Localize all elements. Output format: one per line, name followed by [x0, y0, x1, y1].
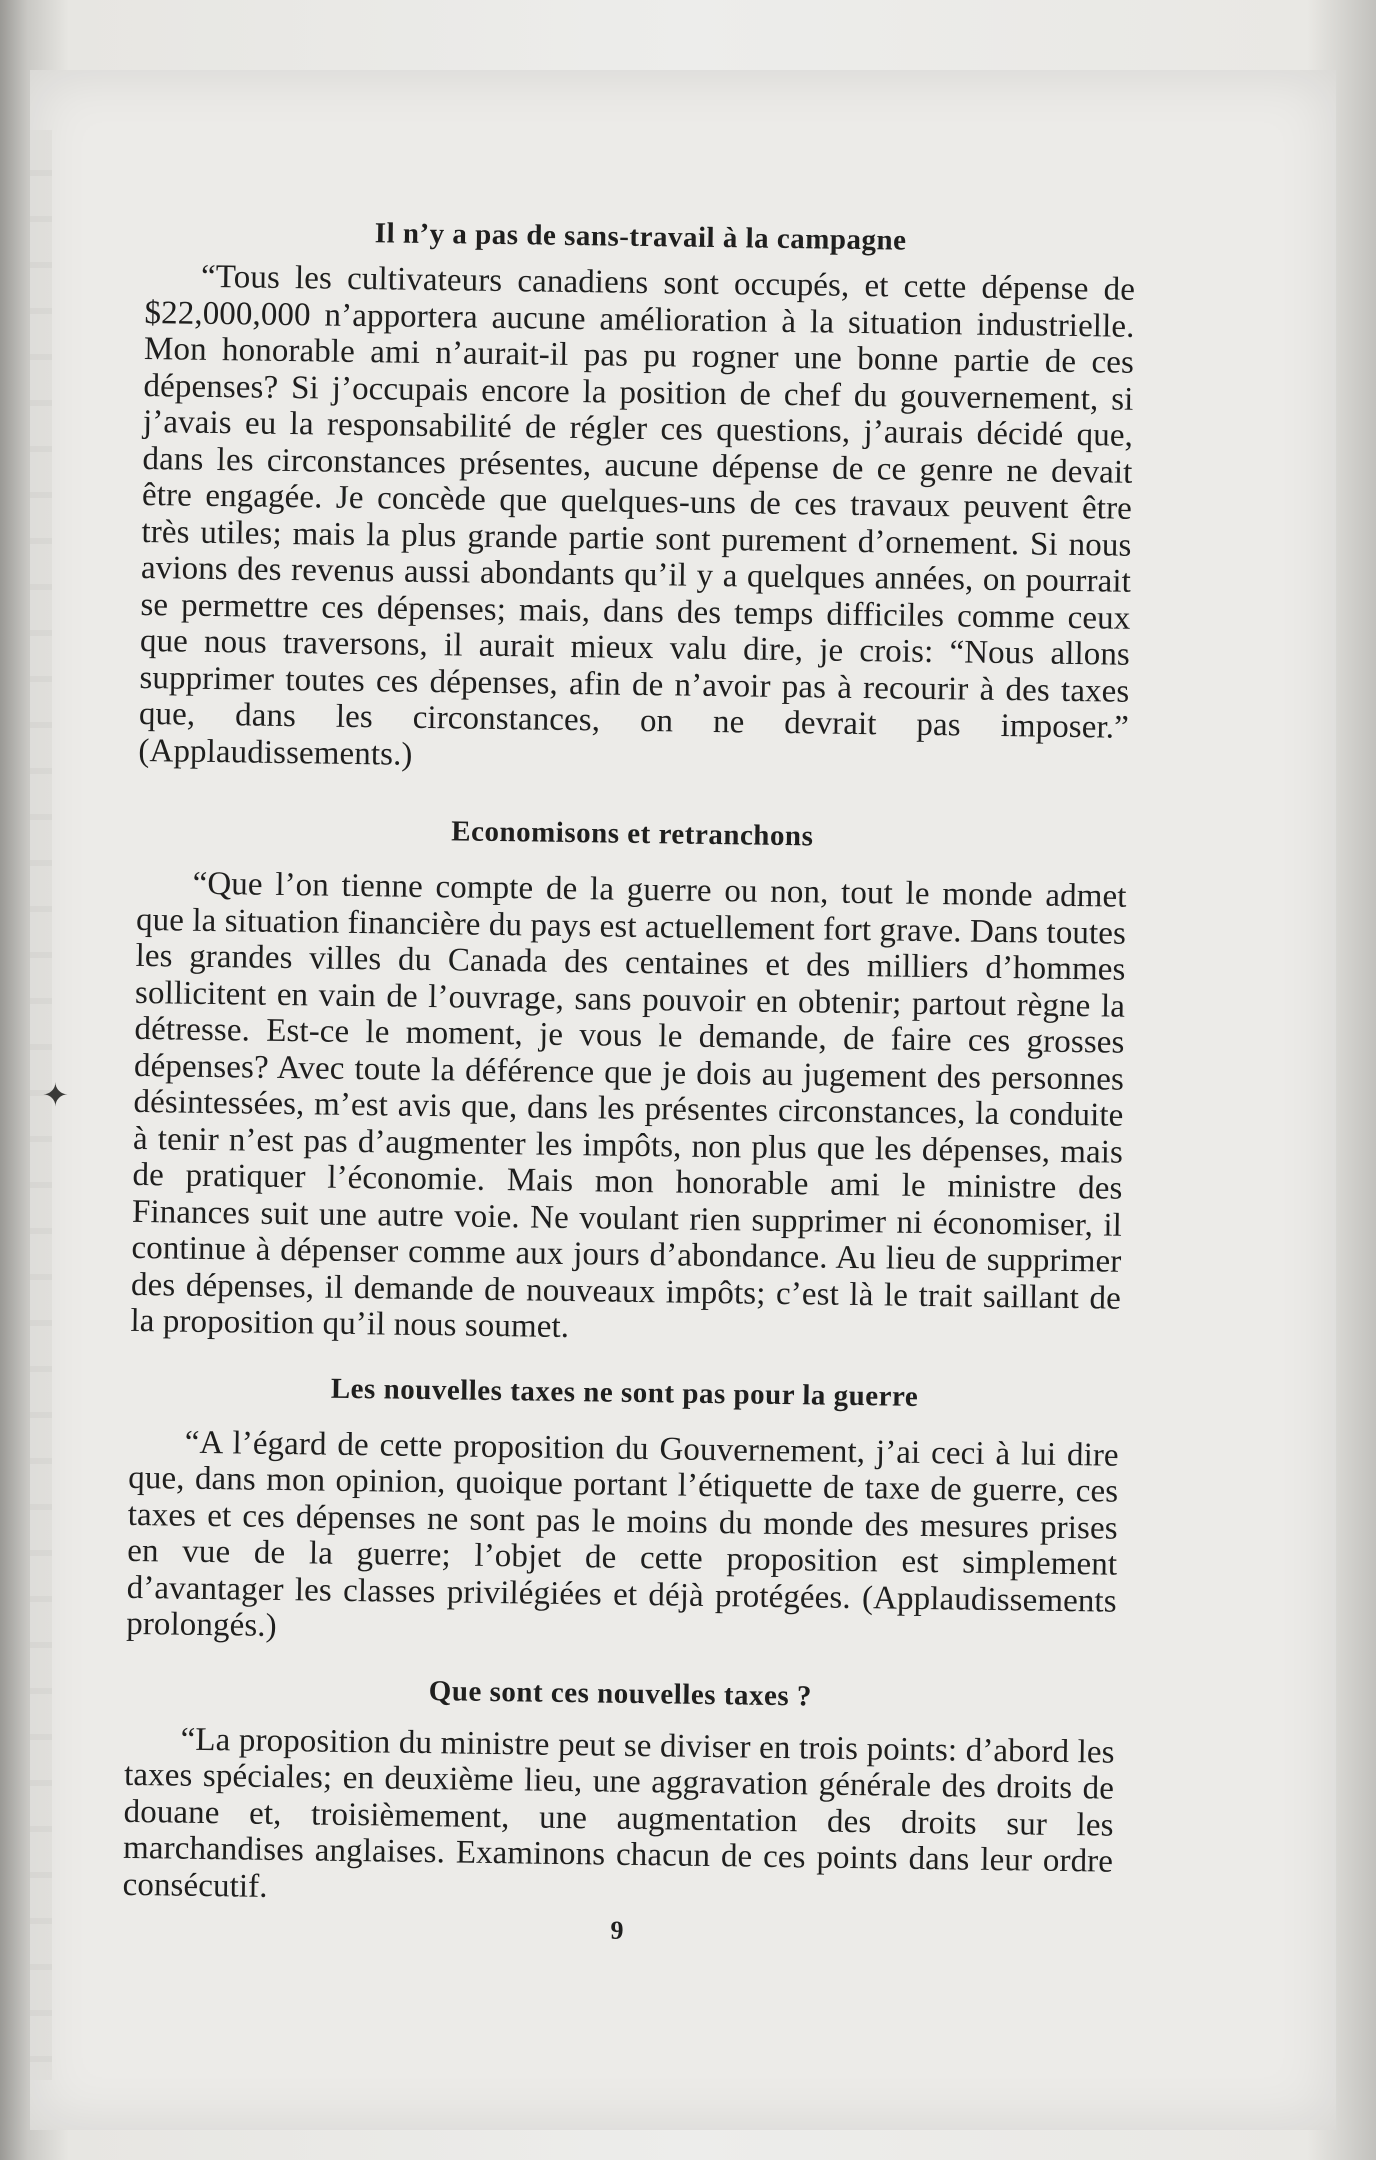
section-body-sans-travail: “Tous les cultivateurs canadiens sont occupés, et cette dépense de $22,000,000 n’apportera aucune amélioration à la situation industrielle. Mon honorable ami n’aurait-il pas pu rogner une bonne partie de ces dépenses? Si j’occupais encore la position de chef du gouvernement, si j’avais eu la responsabilité de régler ces questions, j’aurais décidé que, dans les circonstances présentes, aucune dépense de ce genre ne devait être engagée. Je concède que quelques-uns de ces travaux peuvent être très utiles; mais la plus grande partie sont purement d’ornement. Si nous avions des revenus aussi abondants qu’il y a quelques années, on pourrait se permettre ces dépenses; mais, dans des temps difficiles comme ceux que nous traversons, il aurait mieux valu dire, je crois: “Nous allons supprimer toutes ces dépenses, afin de n’avoir pas à recourir à des taxes que, dans les circonstances, on ne devrait pas imposer.” (Applaudissements.)	[138, 258, 1136, 773]
section-heading-sans-travail: Il n’y a pas de sans-travail à la campagne	[374, 217, 907, 257]
page-content	[122, 210, 1136, 1953]
section-heading-nouvelles-taxes: Les nouvelles taxes ne sont pas pour la guerre	[330, 1372, 919, 1413]
section-body-economisons: “Que l’on tienne compte de la guerre ou non, tout le monde admet que la situation financière du pays est actuellement fort grave. Dans toutes les grandes villes du Canada des centaines et des milliers d’hommes sollicitent en vain de l’ouvrage, sans pouvoir en obtenir; partout règne la détresse. Est-ce le moment, je vous le demande, de faire ces grosses dépenses? Avec toute la déférence que je dois au jugement des personnes désintessées, m’est avis que, dans les présentes circonstances, la conduite à tenir n’est pas d’augmenter les impôts, non plus que les dépenses, mais de pratiquer l’économie. Mais mon honorable ami le ministre des Finances suit une autre voie. Ne voulant rien supprimer ni économiser, il continue à dépenser comme aux jours d’abondance. Au lieu de supprimer des dépenses, il demande de nouveaux impôts; c’est là le trait saillant de la proposition qu’il nous soumet.	[130, 865, 1127, 1346]
section-body-nouvelles-taxes: “A l’égard de cette proposition du Gouvernement, j’ai ceci à lui dire que, dans mon opinion, quoique portant l’étiquette de taxe de guerre, ces taxes et ces dépenses ne sont pas le moins du monde des mesures prises en vue de la guerre; l’objet de cette proposition est simplement d’avantager les classes privilégiées et déjà protégées. (Applaudissements prolongés.)	[126, 1424, 1119, 1644]
section-body-que-sont: “La proposition du ministre peut se diviser en trois points: d’abord les taxes spéciales; en deuxième lieu, une aggravation générale des droits de douane et, troisièmement, une augmentation des droits sur les marchandises anglaises. Examinons chacun de ces points dans leur ordre consécutif.	[122, 1721, 1115, 1905]
page-number: 9	[610, 1915, 624, 1945]
section-heading-economisons: Economisons et retranchons	[451, 815, 814, 853]
margin-mark: ✦	[42, 1077, 69, 1113]
section-heading-que-sont: Que sont ces nouvelles taxes ?	[428, 1674, 813, 1712]
